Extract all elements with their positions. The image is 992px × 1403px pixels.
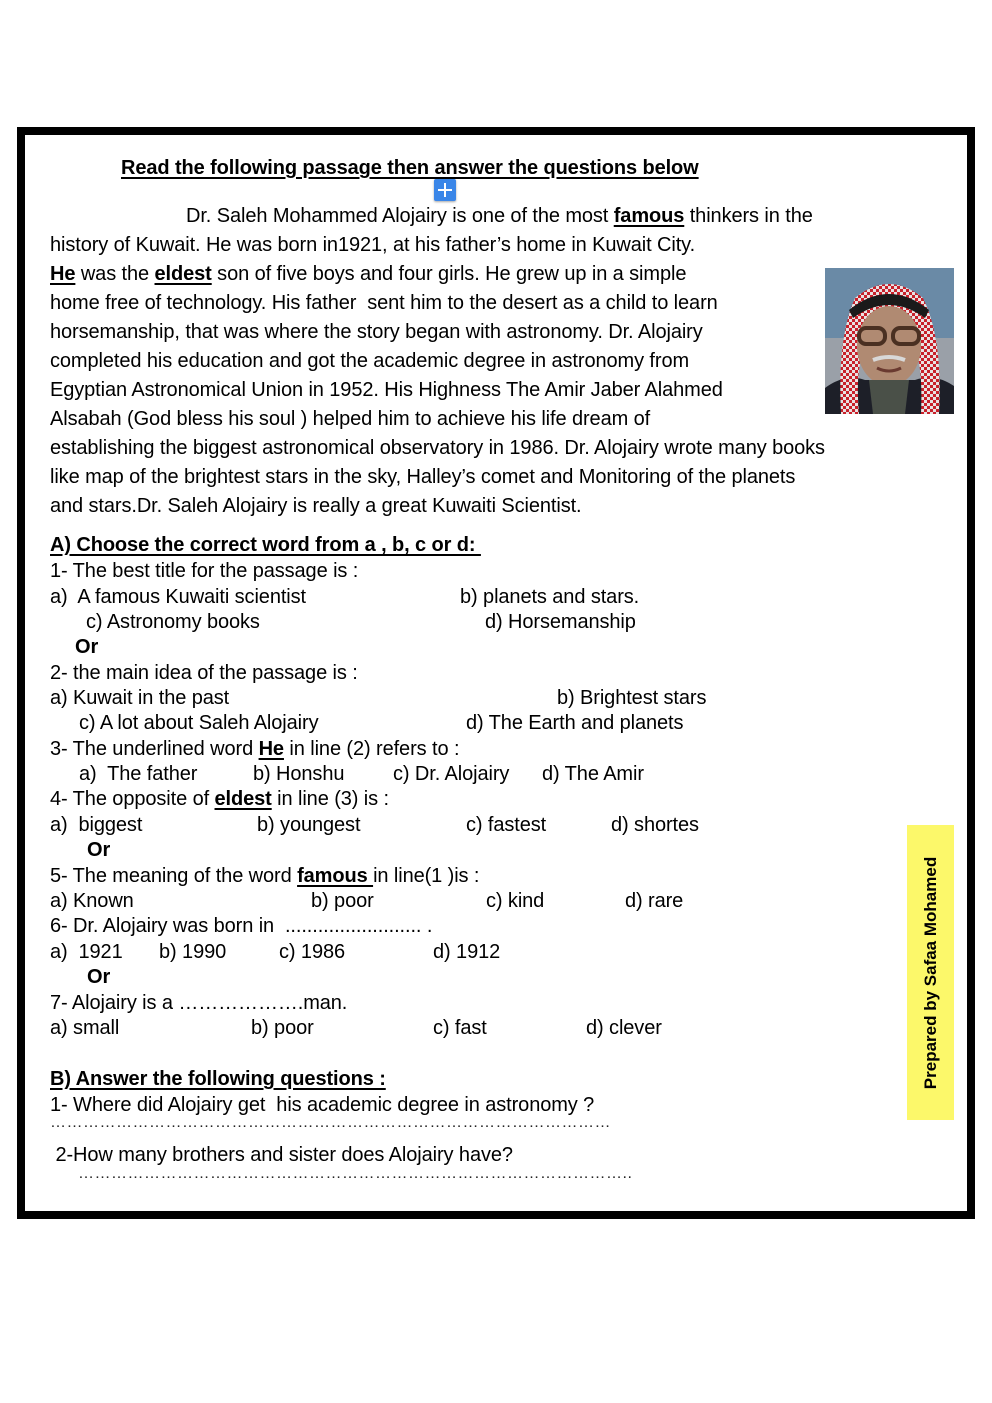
prepared-by-badge — [907, 825, 954, 1120]
q2-option-a[interactable]: a) Kuwait in the past — [50, 687, 230, 709]
q6-option-b[interactable]: b) 1990 — [159, 941, 227, 963]
passage-text: Alsabah (God bless his soul ) helped him to achieve his life dream of — [50, 408, 651, 430]
q7-option-b[interactable]: b) poor — [251, 1017, 314, 1039]
q4-stem-text-end: in line (3) is : — [271, 788, 389, 810]
portrait-photo — [825, 268, 954, 414]
worksheet-title: Read the following passage then answer the questions below — [121, 157, 699, 179]
q7-option-c[interactable]: c) fast — [433, 1017, 487, 1039]
q5-key-word: famous — [297, 865, 374, 887]
passage-line — [50, 436, 825, 460]
q3-stem-text: 3- The underlined word — [50, 738, 259, 760]
q6-option-c[interactable]: c) 1986 — [279, 941, 346, 963]
q5-option-c[interactable]: c) kind — [486, 890, 545, 912]
passage-text: thinkers in the — [684, 205, 813, 227]
passage-text: and stars.Dr. Saleh Alojairy is really a great Kuwaiti Scientist. — [50, 495, 582, 517]
passage-text: completed his education and got the academic degree in astronomy from — [50, 350, 690, 372]
q4-option-a[interactable]: a) biggest — [50, 814, 143, 836]
q5-option-a[interactable]: a) Known — [50, 890, 134, 912]
prepared-by-text: Prepared by Safaa Mohamed — [920, 856, 940, 1089]
b-q2: 2-How many brothers and sister does Alojairy have? — [50, 1144, 513, 1166]
q4-stem — [50, 787, 389, 811]
q5-stem — [50, 864, 479, 888]
b-q1-answer-line[interactable]: ………………………………………………………………………………………… — [50, 1114, 611, 1131]
passage-line — [50, 233, 695, 257]
q5-stem-text: 5- The meaning of the word — [50, 865, 298, 887]
q3-stem — [50, 737, 459, 761]
q2-stem: 2- the main idea of the passage is : — [50, 662, 358, 684]
passage-line — [50, 378, 723, 402]
passage-text: establishing the biggest astronomical observatory in 1986. Dr. Alojairy wrote many books — [50, 437, 825, 459]
b-q1: 1- Where did Alojairy get his academic degree in astronomy ? — [50, 1094, 595, 1116]
key-word: He — [50, 263, 76, 285]
q7-option-a[interactable]: a) small — [50, 1017, 120, 1039]
or-separator: Or — [75, 636, 99, 658]
key-word: eldest — [154, 263, 212, 285]
q5-option-b[interactable]: b) poor — [311, 890, 374, 912]
q2-option-b[interactable]: b) Brightest stars — [557, 687, 707, 709]
passage-text: Dr. Saleh Mohammed Alojairy is one of the most — [186, 205, 614, 227]
b-q2-answer-line[interactable]: ……………………………………………………………………………………….. — [78, 1165, 633, 1182]
passage-text: like map of the brightest stars in the sky, Halley’s comet and Monitoring of the planets — [50, 466, 796, 488]
add-plus-button[interactable] — [434, 179, 456, 201]
q1-option-c[interactable]: c) Astronomy books — [86, 611, 260, 633]
q4-option-c[interactable]: c) fastest — [466, 814, 547, 836]
section-b-heading: B) Answer the following questions : — [50, 1068, 386, 1090]
q3-option-b[interactable]: b) Honshu — [253, 763, 345, 785]
passage-line — [50, 407, 650, 431]
q7-option-d[interactable]: d) clever — [586, 1017, 662, 1039]
or-separator: Or — [87, 966, 111, 988]
passage-line — [50, 349, 689, 373]
passage-text: home free of technology. His father sent him to the desert as a child to learn — [50, 292, 718, 314]
q1-stem: 1- The best title for the passage is : — [50, 560, 359, 582]
or-separator: Or — [87, 839, 111, 861]
q2-option-d[interactable]: d) The Earth and planets — [466, 712, 684, 734]
q1-option-d[interactable]: d) Horsemanship — [485, 611, 636, 633]
q6-option-d[interactable]: d) 1912 — [433, 941, 501, 963]
q6-stem: 6- Dr. Alojairy was born in ......................... . — [50, 915, 433, 937]
q3-key-word: He — [258, 738, 284, 760]
q4-stem-text: 4- The opposite of — [50, 788, 215, 810]
passage-line — [50, 465, 795, 489]
section-a-heading: A) Choose the correct word from a , b, c or d: — [50, 534, 481, 556]
q6-option-a[interactable]: a) 1921 — [50, 941, 123, 963]
worksheet-frame — [17, 127, 975, 1219]
q4-option-d[interactable]: d) shortes — [611, 814, 699, 836]
q1-option-b[interactable]: b) planets and stars. — [460, 586, 640, 608]
passage-line — [50, 494, 582, 518]
passage-text: son of five boys and four girls. He grew up in a simple — [211, 263, 687, 285]
q4-option-b[interactable]: b) youngest — [257, 814, 361, 836]
q5-stem-text-end: in line(1 )is : — [373, 865, 480, 887]
key-word: famous — [613, 205, 685, 227]
q4-key-word: eldest — [214, 788, 272, 810]
q3-stem-text-end: in line (2) refers to : — [283, 738, 460, 760]
passage-text: horsemanship, that was where the story began with astronomy. Dr. Alojairy — [50, 321, 703, 343]
passage-line — [50, 320, 703, 344]
q7-stem: 7- Alojairy is a ……………….man. — [50, 992, 348, 1014]
q3-option-d[interactable]: d) The Amir — [542, 763, 644, 785]
q3-option-c[interactable]: c) Dr. Alojairy — [393, 763, 510, 785]
q3-option-a[interactable]: a) The father — [79, 763, 198, 785]
passage-line — [186, 204, 813, 228]
passage-line — [50, 291, 718, 315]
passage-text: history of Kuwait. He was born in1921, at his father’s home in Kuwait City. — [50, 234, 696, 256]
passage-line — [50, 262, 686, 286]
passage-text: Egyptian Astronomical Union in 1952. His Highness The Amir Jaber Alahmed — [50, 379, 723, 401]
portrait-image — [825, 268, 954, 414]
q1-option-a[interactable]: a) A famous Kuwaiti scientist — [50, 586, 307, 608]
q2-option-c[interactable]: c) A lot about Saleh Alojairy — [79, 712, 319, 734]
q5-option-d[interactable]: d) rare — [625, 890, 684, 912]
passage-text: was the — [75, 263, 155, 285]
